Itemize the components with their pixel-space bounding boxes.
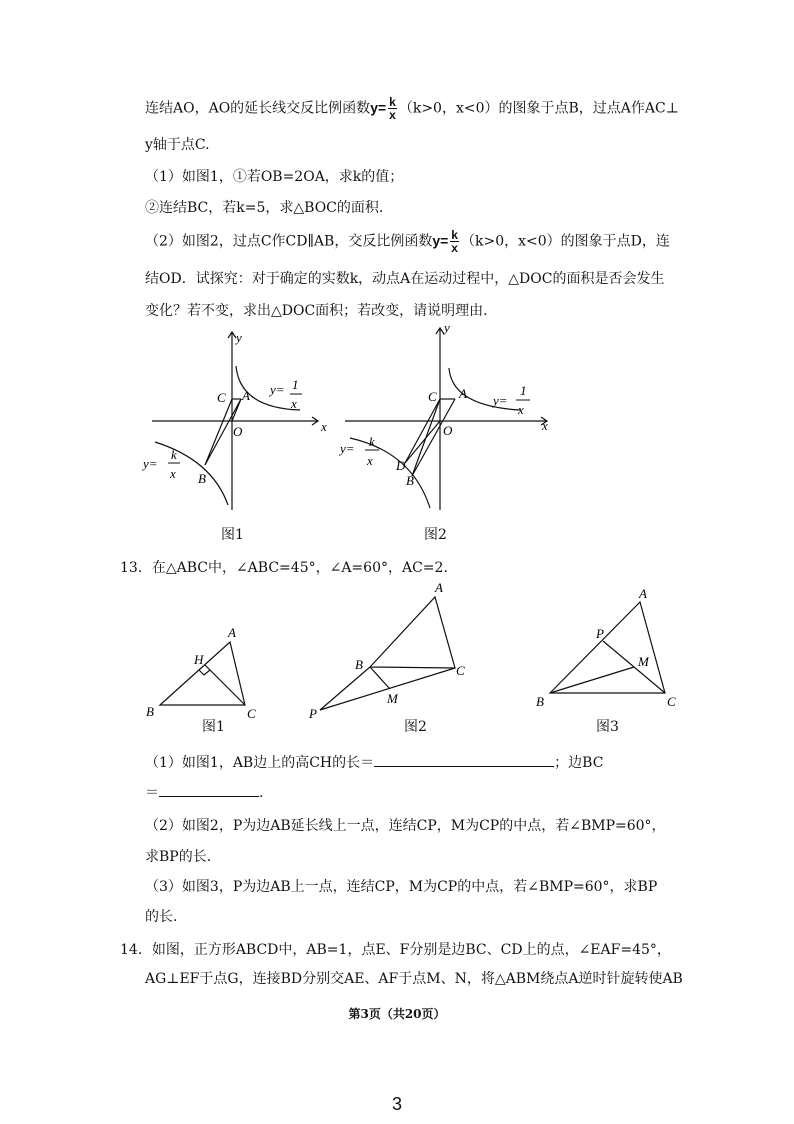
- page-footer-label: 第3页（共20页）: [348, 1007, 446, 1021]
- fig1-eq-neg-lhs: y=: [143, 456, 158, 471]
- fig1-label-B: B: [198, 471, 206, 486]
- fig1-eq-pos-num: 1: [292, 377, 299, 392]
- figure-12-2: [345, 328, 547, 510]
- fig13-caption-1: 图1: [202, 719, 225, 735]
- p13-q2-line2: 求BP的长.: [145, 849, 212, 865]
- fig13-1-label-A: A: [228, 625, 236, 640]
- figure-12-1: [152, 332, 318, 510]
- fig2-label-y: y: [444, 320, 450, 335]
- fig1-label-C: C: [217, 390, 226, 405]
- fig1-label-x: x: [321, 419, 327, 434]
- fig13-1-label-B: B: [146, 704, 154, 719]
- p13-q3-line1: （3）如图3，P为边AB上一点，连结CP，M为CP的中点，若∠BMP=60°，求BP: [145, 879, 658, 895]
- fig13-3-label-C: C: [667, 694, 676, 709]
- figure-13-3: [550, 602, 665, 693]
- fig2-eq-pos-lhs: y=: [493, 393, 508, 408]
- fig13-caption-3: 图3: [596, 719, 619, 735]
- fig13-3-label-P: P: [596, 626, 604, 641]
- fraction-k-over-x: $\frac{k}{x}$: [389, 95, 396, 122]
- fig2-eq-neg-lhs: y=: [340, 441, 355, 456]
- p12-line5: （2）如图2，过点C作CD∥AB，交反比例函数y= $\frac{k}{x}$ （k>0，x<0）的图象于点D，连: [145, 228, 670, 255]
- fig2-label-B: B: [406, 473, 414, 488]
- fig1-label-y: y: [236, 330, 242, 345]
- fig1-eq-neg-den: x: [170, 466, 176, 481]
- figure-problem13: [0, 580, 794, 740]
- fig13-2-label-A: A: [435, 580, 443, 595]
- p13-q1-line2: ＝ .: [145, 785, 264, 801]
- fig13-3-label-A: A: [639, 586, 647, 601]
- answer-blank-bc[interactable]: [159, 784, 259, 797]
- fig13-3-label-B: B: [536, 694, 544, 709]
- fig13-2-label-M: M: [387, 691, 398, 706]
- fig13-caption-2: 图2: [404, 719, 427, 735]
- p12-line7: 变化？若不变，求出△DOC面积；若改变，请说明理由.: [145, 303, 488, 319]
- p12-line1: 连结AO，AO的延长线交反比例函数y= $\frac{k}{x}$ （k>0，x<0）的图象于点B，过点A作AC⊥: [145, 95, 679, 122]
- fig2-label-C: C: [428, 389, 437, 404]
- p13-q2-line1: （2）如图2，P为边AB延长线上一点，连结CP，M为CP的中点，若∠BMP=60°，: [145, 818, 666, 834]
- fig2-eq-pos-den: x: [518, 402, 524, 417]
- fig2-eq-neg-num: k: [369, 434, 375, 449]
- p14-line2: AG⊥EF于点G，连接BD分别交AE、AF于点M、N，将△ABM绕点A逆时针旋转使AB: [145, 971, 683, 987]
- fig2-eq-pos-num: 1: [520, 383, 527, 398]
- p12-line3: （1）如图1，①若OB=2OA，求k的值；: [145, 169, 404, 185]
- p12-line4: ②连结BC，若k=5，求△BOC的面积.: [145, 200, 384, 216]
- p13-q3-line2: 的长.: [145, 909, 178, 925]
- p13-q1-line1: （1）如图1，AB边上的高CH的长＝ ；边BC: [145, 755, 604, 771]
- fig1-eq-pos-den: x: [291, 396, 297, 411]
- p14-line1: 14．如图，正方形ABCD中，AB=1，点E、F分别是边BC、CD上的点，∠EAF=45°，: [120, 942, 671, 958]
- fig12-caption-2: 图2: [424, 527, 447, 543]
- fig13-2-label-P: P: [309, 706, 317, 721]
- fig13-2-label-B: B: [355, 657, 363, 672]
- fig2-label-A: A: [459, 386, 467, 401]
- fig1-label-O: O: [233, 424, 243, 439]
- fraction-k-over-x-2: $\frac{k}{x}$: [451, 228, 458, 255]
- p12-line2: y轴于点C.: [145, 137, 210, 153]
- fig1-label-A: A: [242, 388, 250, 403]
- fig1-eq-pos-lhs: y=: [270, 382, 285, 397]
- fig13-2-label-C: C: [456, 663, 465, 678]
- fig2-eq-neg-den: x: [367, 453, 373, 468]
- fig13-3-label-M: M: [638, 654, 649, 669]
- fig12-caption-1: 图1: [221, 527, 244, 543]
- fig13-1-label-H: H: [194, 652, 204, 667]
- fig1-eq-neg-num: k: [171, 447, 177, 462]
- fig2-label-O: O: [443, 423, 453, 438]
- fig2-label-D: D: [396, 458, 406, 473]
- figure-problem12: [0, 320, 794, 540]
- answer-blank-ch[interactable]: [374, 754, 554, 767]
- fig13-1-label-C: C: [247, 706, 256, 721]
- page-number: 3: [391, 1094, 402, 1114]
- fig2-label-x: x: [542, 418, 548, 433]
- p13-stem: 13．在△ABC中，∠ABC=45°，∠A=60°，AC=2.: [120, 560, 448, 576]
- p12-line6: 结OD．试探究：对于确定的实数k，动点A在运动过程中，△DOC的面积是否会发生: [145, 271, 665, 287]
